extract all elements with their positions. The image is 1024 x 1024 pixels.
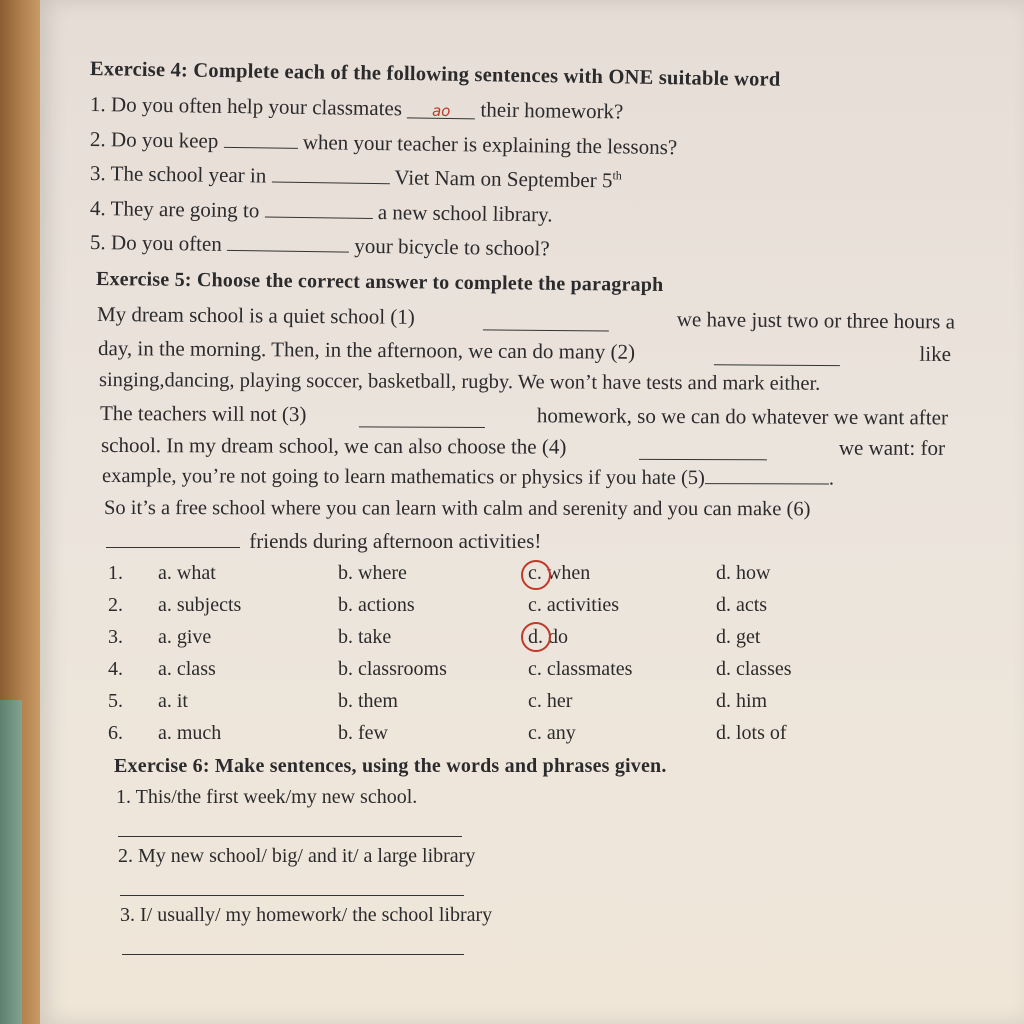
ex6-item-3: 3. I/ usually/ my homework/ the school library	[120, 904, 493, 926]
ex6-answer-line-1	[118, 836, 462, 837]
ex4-item-1	[90, 92, 624, 124]
answer-circle-mark	[521, 622, 551, 652]
answer-blank	[264, 216, 372, 219]
ex5-line-7	[104, 497, 810, 521]
option-b: b. them	[338, 690, 398, 712]
exercise-5-title: Exercise 5: Choose the correct answer to complete the paragraph	[95, 268, 664, 296]
ex5-line-4-a: The teachers will not (3)	[99, 401, 307, 427]
answer-blank	[223, 147, 297, 149]
option-number: 6.	[108, 722, 123, 744]
ex4-item-2-pre: 2. Do you keep	[89, 127, 219, 153]
exercise-4-title: Exercise 4: Complete each of the following sentences with ONE suitable word	[89, 58, 781, 91]
ex4-item-5-pre: 5. Do you often	[89, 230, 222, 256]
ex5-line-3	[99, 369, 820, 396]
option-b: b. actions	[338, 594, 415, 616]
ex4-item-4	[90, 196, 553, 227]
option-b: b. few	[338, 722, 388, 744]
ex4-item-3-pre: 3. The school year in	[89, 161, 267, 188]
handwritten-answer: ao	[407, 103, 475, 119]
ex5-line-4-b: homework, so we can do whatever we want after	[536, 403, 949, 430]
ex4-item-2	[90, 127, 677, 160]
ex4-item-5-post: your bicycle to school?	[354, 233, 550, 261]
option-d: d. classes	[716, 658, 792, 680]
option-c: c. classmates	[528, 658, 633, 680]
ex4-item-2-post: when your teacher is explaining the lessons?	[302, 129, 678, 160]
option-c: c. when	[528, 562, 591, 584]
ex5-line-8	[106, 529, 541, 554]
option-c: c. activities	[528, 594, 620, 616]
answer-blank-2	[714, 340, 840, 366]
option-a: a. class	[158, 658, 216, 680]
ex4-item-3-post: Viet Nam on September 5	[394, 165, 613, 193]
ex5-line-6-b: .	[828, 467, 835, 490]
ex5-line-6	[102, 465, 834, 491]
ex5-line-5	[101, 433, 945, 461]
ex4-item-1-post: their homework?	[480, 97, 624, 124]
ex6-answer-line-2	[120, 895, 464, 896]
ex5-line-2-a: day, in the morning. Then, in the afternoon, we can do many (2)	[97, 336, 636, 364]
ex5-line-2	[98, 336, 951, 367]
ex5-line-1-b: we have just two or three hours a	[676, 307, 956, 334]
ex4-item-5	[90, 230, 550, 261]
ex6-item-2: 2. My new school/ big/ and it/ a large library	[118, 845, 476, 867]
option-b: b. where	[338, 562, 407, 584]
answer-blank	[227, 250, 349, 253]
ex4-item-4-pre: 4. They are going to	[89, 196, 260, 223]
option-number: 4.	[108, 658, 123, 680]
answer-blank-6	[106, 547, 240, 548]
ex5-line-6-a: example, you’re not going to learn mathematics or physics if you hate (5)	[101, 465, 705, 490]
option-b: b. take	[338, 626, 392, 648]
option-d: d. acts	[716, 594, 768, 616]
option-d: d. get	[716, 626, 761, 648]
option-c: c. any	[528, 722, 576, 744]
option-number: 1.	[108, 562, 123, 584]
option-b: b. classrooms	[338, 658, 447, 680]
answer-blank-1	[483, 305, 609, 331]
option-a: a. it	[158, 690, 188, 712]
ex5-line-4	[100, 401, 948, 430]
ex4-item-1-pre: 1. Do you often help your classmates	[89, 92, 403, 121]
ex5-line-3-a: singing,dancing, playing soccer, basketball, rugby. We won’t have tests and mark either.	[98, 369, 821, 395]
book-spine	[0, 700, 22, 1024]
ex4-item-3	[90, 161, 622, 193]
option-a: a. what	[158, 562, 216, 584]
ex5-line-8-a: friends during afternoon activities!	[249, 529, 542, 553]
ex5-line-7-a: So it’s a free school where you can learn with calm and serenity and you can make (6)	[103, 497, 811, 521]
option-d: d. how	[716, 562, 771, 584]
exercise-6-title: Exercise 6: Make sentences, using the words and phrases given.	[114, 755, 667, 777]
answer-blank-5	[705, 483, 829, 484]
ex6-item-1: 1. This/the first week/my new school.	[116, 786, 418, 808]
option-number: 3.	[108, 626, 123, 648]
answer-circle-mark	[521, 560, 551, 590]
answer-blank	[271, 182, 389, 185]
ex4-item-4-post: a new school library.	[377, 200, 553, 227]
ordinal-suffix: th	[612, 168, 622, 183]
option-number: 5.	[108, 690, 123, 712]
option-a: a. give	[158, 626, 212, 648]
option-d: d. him	[716, 690, 768, 712]
option-a: a. subjects	[158, 594, 242, 616]
ex5-line-1-a: My dream school is a quiet school (1)	[96, 302, 415, 329]
option-d: d. lots of	[716, 722, 787, 744]
answer-blank-4	[639, 435, 767, 460]
option-a: a. much	[158, 722, 222, 744]
ex5-line-5-b: we want: for	[838, 435, 946, 460]
option-number: 2.	[108, 594, 123, 616]
option-c: d. do	[528, 626, 568, 648]
ex6-answer-line-3	[122, 954, 464, 955]
answer-blank-3	[359, 402, 485, 428]
option-c: c. her	[528, 690, 573, 712]
ex5-line-1	[97, 302, 955, 334]
ex5-line-2-b: like	[919, 341, 952, 366]
worksheet-page	[40, 0, 1024, 1024]
ex5-line-5-a: school. In my dream school, we can also choose the (4)	[100, 433, 567, 459]
